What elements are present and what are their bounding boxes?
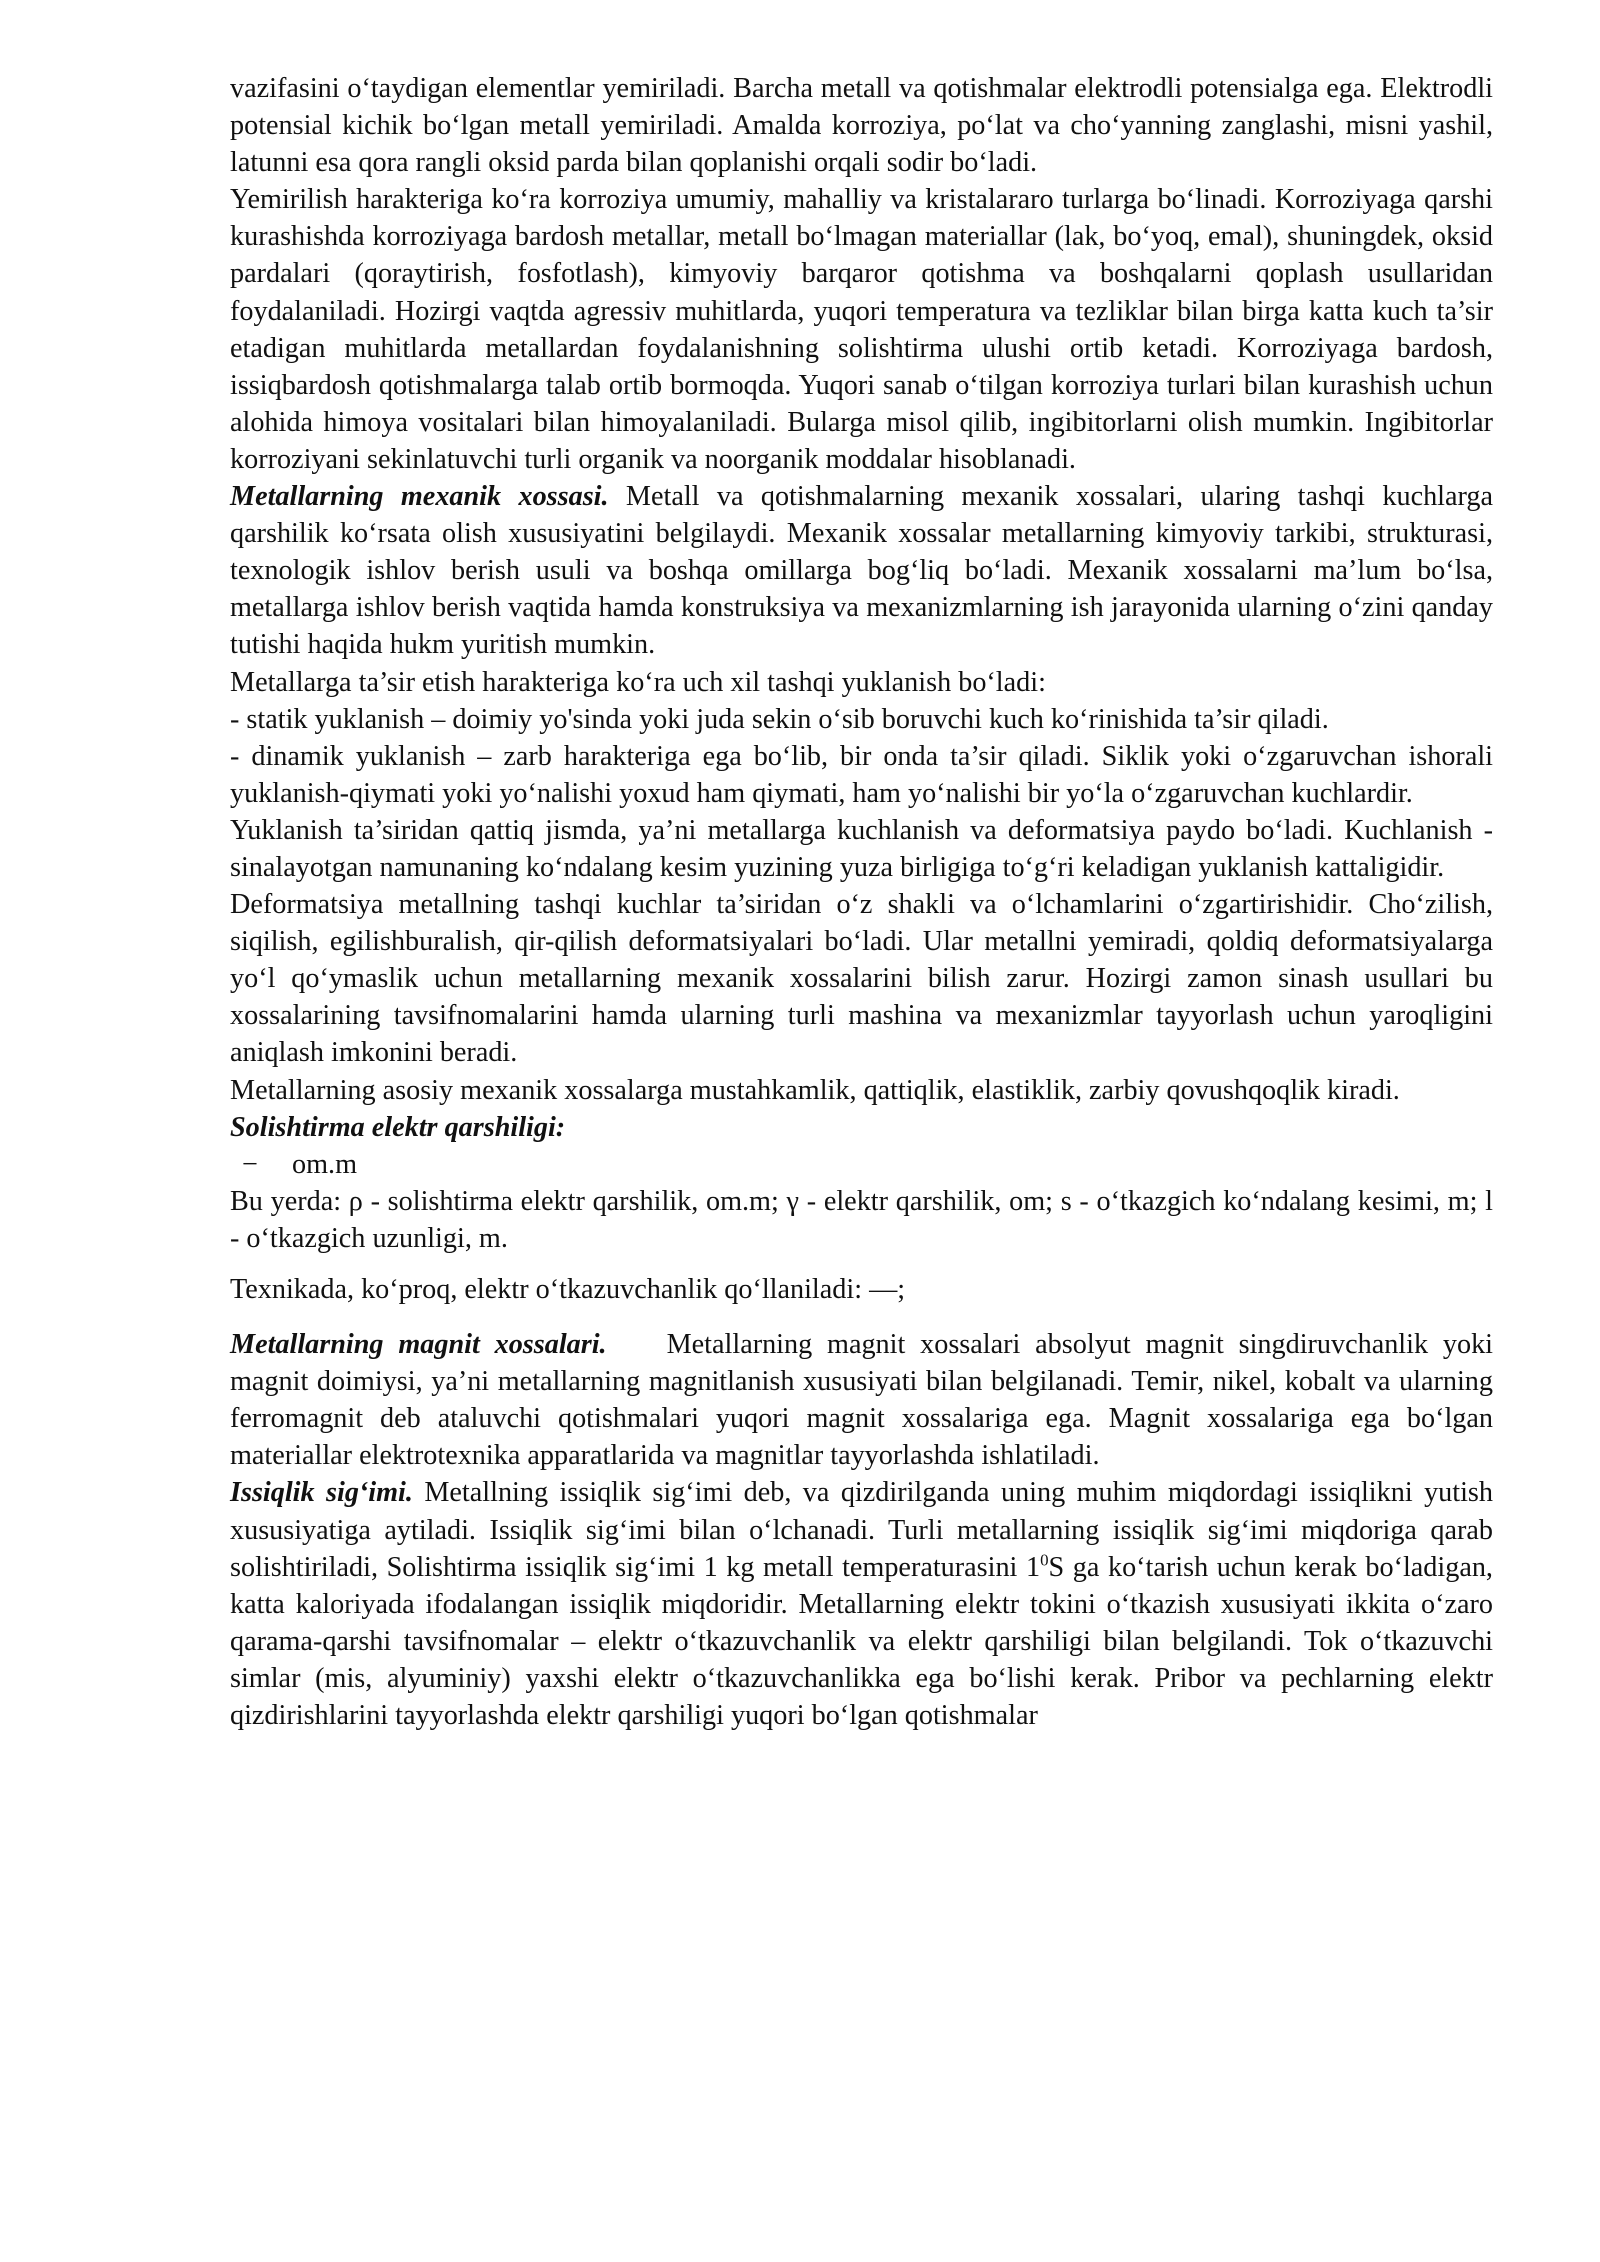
paragraph-stress: Yuklanish ta’siridan qattiq jismda, ya’ni metallarga kuchlanish va deformatsiya paydo bo‘ladi. Kuchlanish - sinalayotgan namunaning ko‘ndalang kesim yuzining yuza birligiga to‘g‘ri keladigan yuklanish kattaligidir. [230,814,1493,883]
paragraph-deformation: Deformatsiya metallning tashqi kuchlar ta’siridan o‘z shakli va o‘lchamlarini o‘zgartirishidir. Cho‘zilish, siqilish, egilishburalish, qir-qilish deformatsiyalari bo‘ladi. Ular metallni yemiradi, qoldiq deformatsiyalarga yo‘l qo‘ymaslik uchun metallarning mexanik xossalarini bilish zarur. Hozirgi zamon sinash usullari bu xossalarining tavsifnomalarini hamda ularning turli mashina va mexanizmlar tayyorlash uchun yaroqligini aniqlash imkonini beradi. [230,889,1493,1069]
text-heat-capacity-b: S ga ko‘tarish uchun kerak bo‘ladigan, katta kaloriyada ifodalangan issiqlik miqdoridir. Metallarning elektr tokini o‘tkazish xususiyati ikkita o‘zaro qarama-qarshi tavsifnomalar – elektr o‘tkazuvchanlik va elektr qarshiligi bilan belgilandi. Tok o‘tkazuvchi simlar (mis, alyuminiy) yaxshi elektr o‘tkazuvchanlikka ega bo‘lishi kerak. Pribor va pechlarning elektr qizdirishlarini tayyorlashda elektr qarshiligi yuqori bo‘lgan qotishmalar [230,1551,1493,1732]
paragraph-heat-capacity [230,1474,1493,1734]
paragraph-mechanical-properties [230,478,1493,663]
paragraph-magnetic-properties [230,1326,1493,1474]
paragraph-formula-legend: Bu yerda: ρ - solishtirma elektr qarshilik, om.m; γ - elektr qarshilik, om; s - o‘tkazgich ko‘ndalang kesimi, m; l - o‘tkazgich uzunligi, m. [230,1185,1493,1254]
heading-resistivity-text: Solishtirma elektr qarshiligi: [230,1111,566,1143]
text-magnetic-properties: Metallarning magnit xossalari absolyut magnit singdiruvchanlik yoki magnit doimiysi, ya’ni metallarning magnitlanish xususiyati bilan belgilanadi. Temir, nikel, kobalt va ularning ferromagnit deb ataluvchi qotishmalari yuqori magnit xossalariga ega. Magnit xossalariga ega bo‘lgan materiallar elektrotexnika apparatlarida va magnitlar tayyorlashda ishlatiladi. [230,1329,1493,1472]
paragraph-basic-properties: Metallarning asosiy mexanik xossalarga mustahkamlik, qattiqlik, elastiklik, zarbiy qovushqoqlik kiradi. [230,1074,1400,1106]
heading-mechanical-properties: Metallarning mexanik xossasi. [230,481,609,513]
document-page [230,70,1493,1734]
text-mechanical-properties: Metall va qotishmalarning mexanik xossalari, ularing tashqi kuchlarga qarshilik ko‘rsata olish xususiyatini belgilaydi. Mexanik xossalar metallarning kimyoviy tarkibi, strukturasi, texnologik ishlov berish usuli va boshqa omillarga bog‘liq bo‘ladi. Mexanik xossalarni ma’lum bo‘lsa, metallarga ishlov berish vaqtida hamda konstruksiya va mexanizmlarning ish jarayonida ularning o‘zini qanday tutishi haqida hukm yuritish mumkin. [230,481,1494,661]
list-item-static-load: - statik yuklanish – doimiy yo'sinda yoki juda sekin o‘sib boruvchi kuch ko‘rinishida ta’sir qiladi. [230,703,1329,735]
text-heat-capacity-a: Metallning issiqlik sig‘imi deb, va qizdirilganda uning muhim miqdordagi issiqlikni yutish xususiyatiga aytiladi. Issiqlik sig‘imi bilan o‘lchanadi. Turli metallarning issiqlik sig‘imi miqdoriga qarab solishtiriladi, Solishtirma issiqlik sig‘imi 1 kg metall temperaturasini 1 [230,1477,1493,1583]
heading-magnetic-properties: Metallarning magnit xossalari. [230,1329,607,1361]
list-item-dynamic-load: - dinamik yuklanish – zarb harakteriga ega bo‘lib, bir onda ta’sir qiladi. Siklik yoki o‘zgaruvchan ishorali yuklanish-qiymati yoki yo‘nalishi yoxud ham qiymati, ham yo‘nalishi bir yo‘la o‘zgaruvchan kuchlardir. [230,740,1493,809]
heading-resistivity [230,1109,1493,1146]
paragraph-corrosion-intro: vazifasini o‘taydigan elementlar yemiriladi. Barcha metall va qotishmalar elektrodli potensialga ega. Elektrodli potensial kichik bo‘lgan metall yemiriladi. Amalda korroziya, po‘lat va cho‘yanning zanglashi, misni yashil, latunni esa qora rangli oksid parda bilan qoplanishi orqali sodir bo‘ladi. [230,73,1493,179]
superscript-degree: 0 [1040,1550,1049,1570]
paragraph-corrosion-types: Yemirilish harakteriga ko‘ra korroziya umumiy, mahalliy va kristalararo turlarga bo‘linadi. Korroziyaga qarshi kurashishda korroziyaga bardosh metallar, metall bo‘lmagan materiallar (lak, bo‘yoq, emal), shuningdek, oksid pardalari (qoraytirish, fosfotlash), kimyoviy barqaror qotishma va boshqalarni qoplash usullaridan foydalaniladi. Hozirgi vaqtda agressiv muhitlarda, yuqori temperatura va tezliklar bilan birga katta kuch ta’sir etadigan muhitlarda metallardan foydalanishning solishtirma ulushi ortib ketadi. Korroziyaga bardosh, issiqbardosh qotishmalarga talab ortib bormoqda. Yuqori sanab o‘tilgan korroziya turlari bilan kurashish uchun alohida himoya vositalari bilan himoyalaniladi. Bulargа misol qilib, ingibitorlarni olish mumkin. Ingibitorlar korroziyani sekinlatuvchi turli organik va noorganik moddalar hisoblanadi. [230,184,1493,475]
formula-resistivity [230,1146,1493,1183]
formula-unit: om.m [292,1148,357,1180]
paragraph-conductivity: Texnikada, ko‘proq, elektr o‘tkazuvchanlik qo‘llaniladi: ―; [230,1274,906,1305]
heading-heat-capacity: Issiqlik sig‘imi. [230,1477,413,1509]
paragraph-load-types-intro: Metallarga ta’sir etish harakteriga ko‘ra uch xil tashqi yuklanish bo‘ladi: [230,666,1046,698]
formula-dash: − [242,1148,258,1180]
